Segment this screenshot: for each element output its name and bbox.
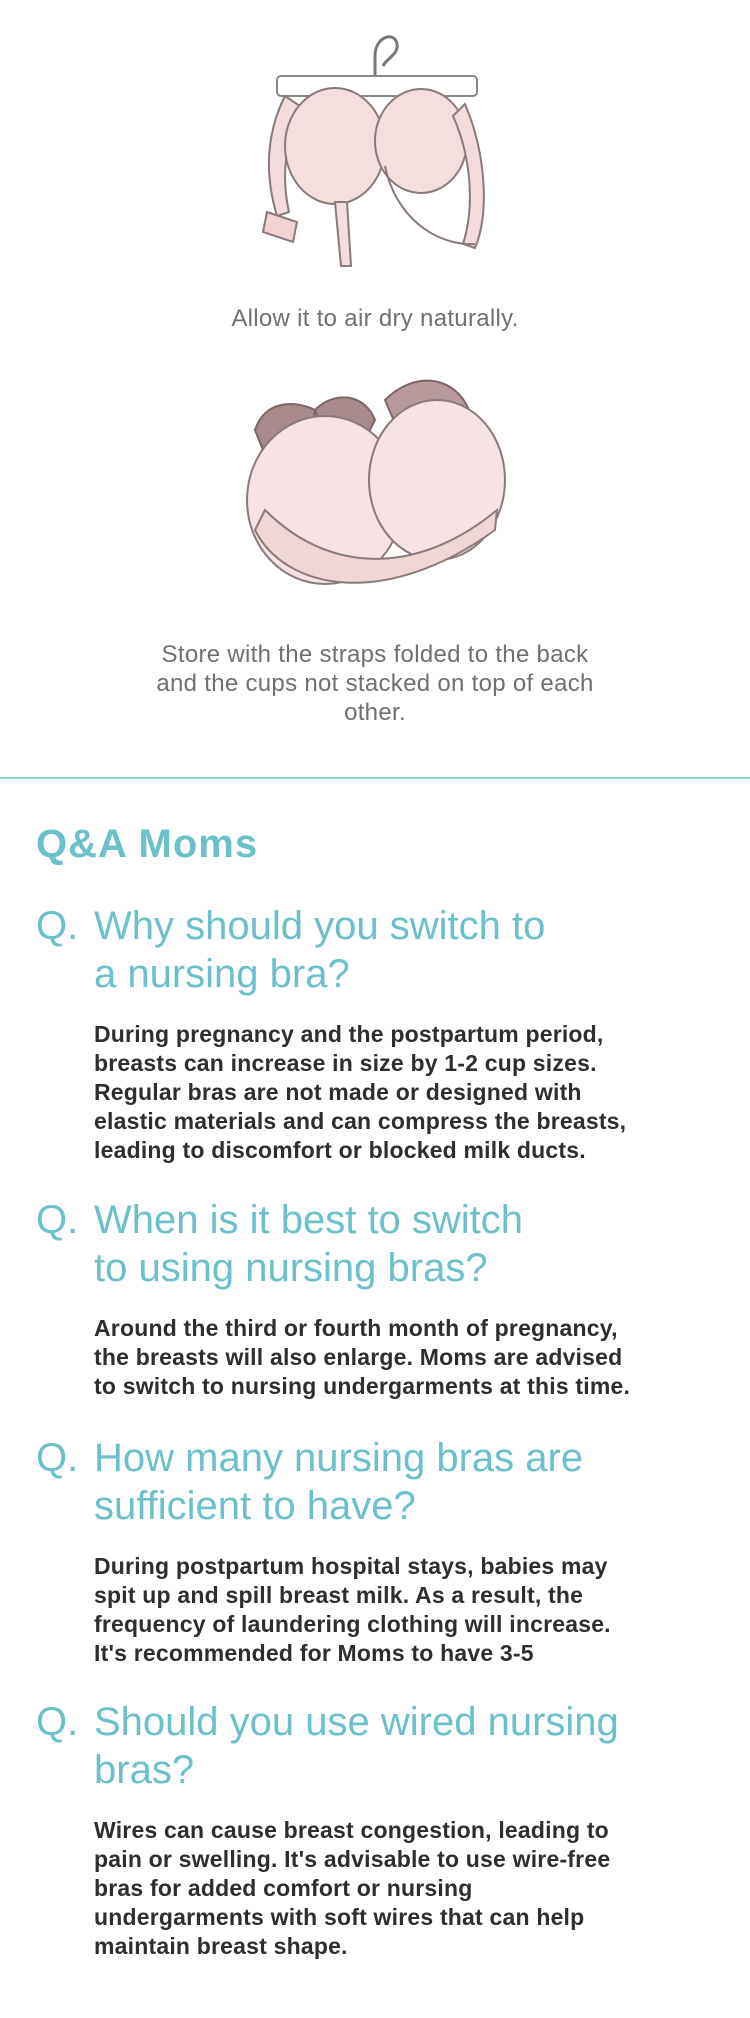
question-line: sufficient to have? [94,1484,416,1528]
question-line: Why should you switch to [94,904,546,948]
q-mark: Q. [36,1436,79,1480]
storage-caption-line-3: other. [344,699,406,726]
qa-item-2 [36,1196,716,1401]
answer-line: frequency of laundering clothing will increase. [94,1611,611,1637]
question-4 [94,1698,684,1794]
answer-line: Wires can cause breast congestion, leading to [94,1817,609,1843]
section-divider [0,777,750,779]
answer-line: pain or swelling. It's advisable to use wire-free [94,1846,611,1872]
question-line: a nursing bra? [94,952,350,996]
answer-line: Regular bras are not made or designed with [94,1079,582,1105]
answer-line: During postpartum hospital stays, babies may [94,1553,608,1579]
answer-line: maintain breast shape. [94,1933,348,1959]
question-line: to using nursing bras? [94,1246,488,1290]
question-line: Should you use wired nursing [94,1700,619,1744]
hanging-bra-icon [225,16,525,286]
answer-line: undergarments with soft wires that can help [94,1904,585,1930]
storage-caption [0,640,750,727]
question-1 [94,902,684,998]
answer-line: to switch to nursing undergarments at this time. [94,1373,631,1399]
answer-line: Around the third or fourth month of pregnancy, [94,1315,618,1341]
answer-1 [94,1020,704,1165]
answer-line: breasts can increase in size by 1-2 cup sizes. [94,1050,597,1076]
answer-2 [94,1314,704,1401]
q-mark: Q. [36,1198,79,1242]
answer-line: elastic materials and can compress the breasts, [94,1108,627,1134]
question-line: When is it best to switch [94,1198,524,1242]
answer-line: It's recommended for Moms to have 3-5 [94,1640,534,1666]
storage-caption-line-1: Store with the straps folded to the back [161,641,589,668]
qa-section-title: Q&A Moms [36,822,259,866]
answer-line: During pregnancy and the postpartum period, [94,1021,604,1047]
hanging-bra-illustration [0,16,750,286]
answer-3 [94,1552,704,1668]
q-mark: Q. [36,904,79,948]
question-line: bras? [94,1748,195,1792]
folded-bra-icon [225,370,525,620]
answer-line: spit up and spill breast milk. As a result, the [94,1582,584,1608]
qa-item-1 [36,902,716,1165]
qa-item-3 [36,1434,716,1668]
air-dry-caption: Allow it to air dry naturally. [231,305,519,332]
qa-item-4 [36,1698,716,1961]
q-mark: Q. [36,1700,79,1744]
stored-bra-illustration [0,370,750,620]
answer-line: bras for added comfort or nursing [94,1875,473,1901]
question-line: How many nursing bras are [94,1436,584,1480]
answer-line: leading to discomfort or blocked milk ducts. [94,1137,586,1163]
answer-4 [94,1816,704,1961]
question-2 [94,1196,684,1292]
question-3 [94,1434,684,1530]
answer-line: the breasts will also enlarge. Moms are advised [94,1344,623,1370]
storage-caption-line-2: and the cups not stacked on top of each [156,670,594,697]
